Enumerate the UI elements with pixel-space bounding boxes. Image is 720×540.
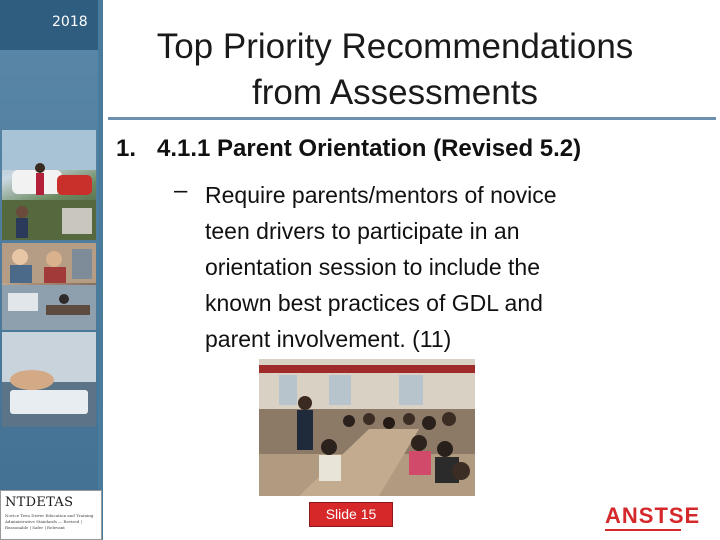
body-line: known best practices of GDL and (205, 290, 543, 316)
list-item-title: 4.1.1 Parent Orientation (Revised 5.2) (157, 135, 582, 162)
year-label: 2018 (52, 14, 88, 30)
body-line: teen drivers to participate in an (205, 218, 520, 244)
title-line-2: from Assessments (252, 73, 538, 112)
students-photo-image (2, 243, 96, 283)
title-line-1: Top Priority Recommendations (156, 27, 634, 66)
year-badge (0, 0, 98, 50)
left-sidebar (0, 0, 103, 540)
sidebar-photo-classroom (2, 285, 96, 330)
anstse-logo-underline (605, 529, 681, 531)
sidebar-photo-cars (2, 130, 96, 240)
keyboard-photo-image (2, 332, 96, 427)
cars-photo-image (2, 130, 96, 240)
body-line: parent involvement. (11) (205, 326, 452, 352)
sub-bullet-text (205, 177, 675, 357)
sidebar-photo-keyboard (2, 332, 96, 427)
sub-bullet-dash: – (174, 177, 188, 204)
classroom-photo (259, 359, 475, 496)
classroom-photo-image (259, 359, 475, 496)
classroom-small-photo-image (2, 285, 96, 330)
logo-name: NTDETAS (5, 495, 74, 510)
ntdetas-logo (0, 490, 102, 540)
body-line: Require parents/mentors of novice (205, 182, 557, 208)
slide-title (110, 24, 680, 116)
slide-number-label: Slide 15 (309, 502, 393, 527)
body-line: orientation session to include the (205, 254, 540, 280)
logo-subtitle: Novice Teen Driver Education and Training Administrative Standards — Revised | Reasonable | Safer | Relevant (5, 513, 94, 530)
title-underline (108, 117, 716, 120)
anstse-logo: ANSTSE (605, 503, 701, 528)
list-item-number: 1. (116, 135, 137, 162)
